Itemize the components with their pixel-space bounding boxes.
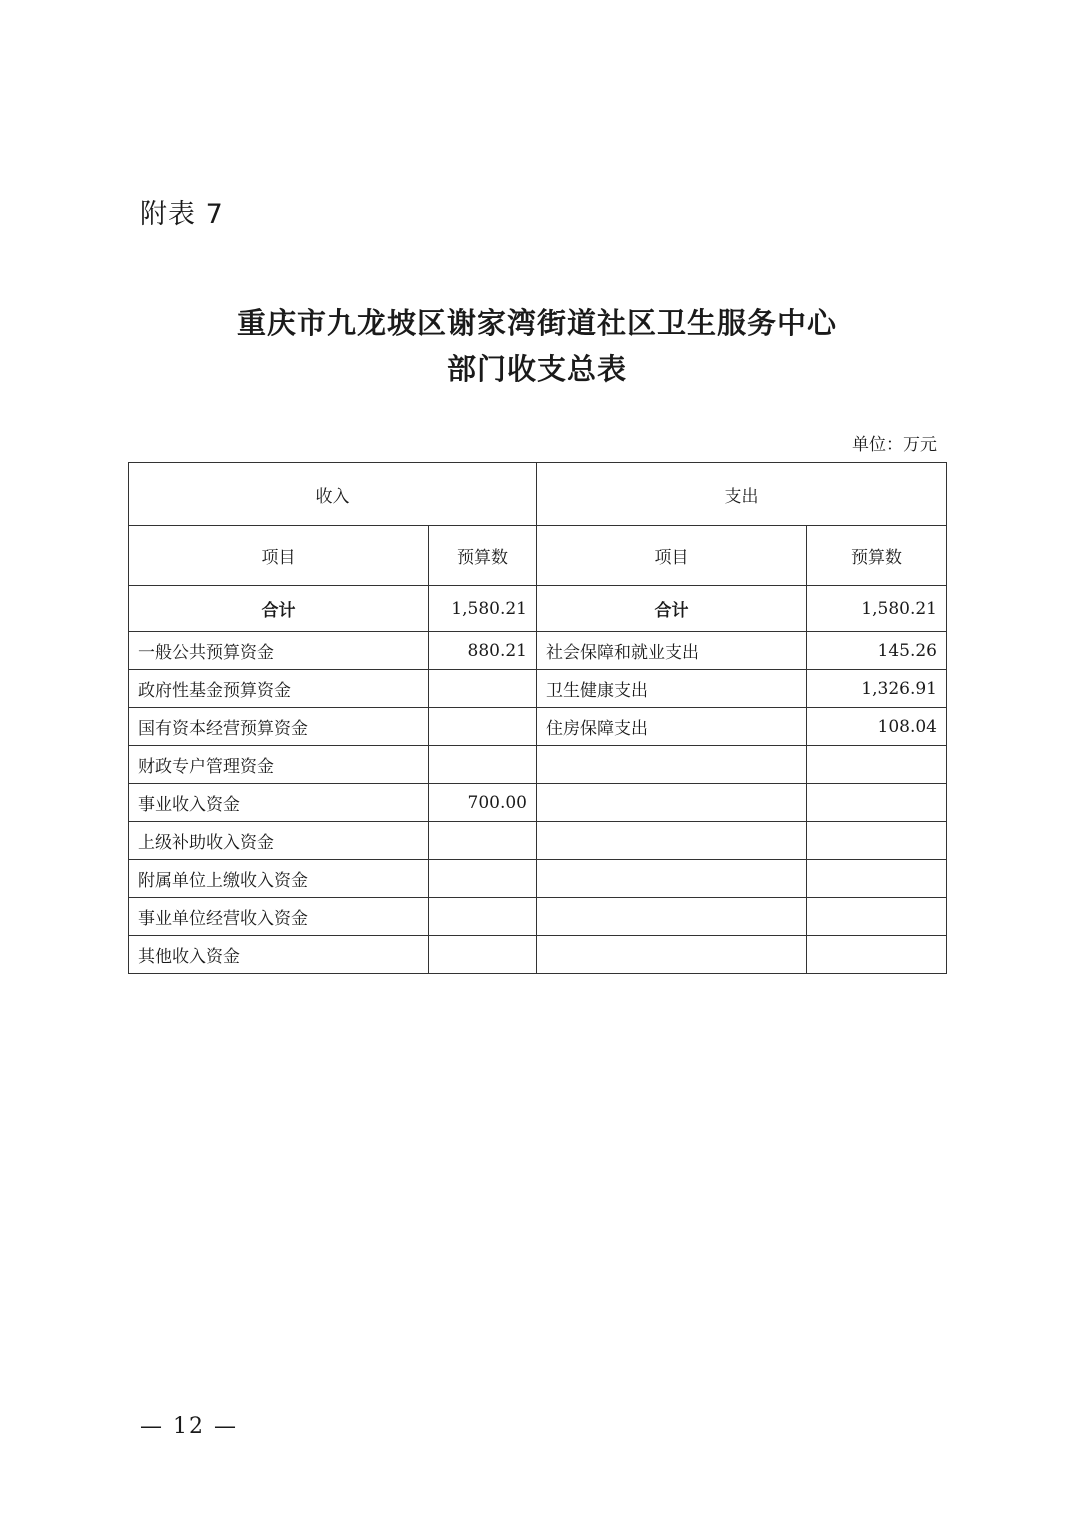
income-value-cell [429,746,537,784]
table-body [129,463,947,974]
expense-value-cell [807,936,947,974]
page-number: — 12 — [140,1414,238,1439]
table-row [129,708,947,746]
page-title: 重庆市九龙坡区谢家湾街道社区卫生服务中心 [236,306,837,340]
income-value-cell [429,860,537,898]
expense-total-label: 合计 [537,586,807,632]
group-header-row [129,463,947,526]
page-subtitle: 部门收支总表 [446,352,627,386]
expense-value-cell: 108.04 [807,708,947,746]
attachment-label: 附表 7 [140,199,224,230]
expense-total-value: 1,580.21 [807,586,947,632]
income-item-cell: 一般公共预算资金 [129,632,429,670]
expense-value-cell: 1,326.91 [807,670,947,708]
income-item-cell: 国有资本经营预算资金 [129,708,429,746]
column-header-row [129,526,947,586]
expense-value-cell: 145.26 [807,632,947,670]
expense-item-cell: 社会保障和就业支出 [537,632,807,670]
income-item-cell: 财政专户管理资金 [129,746,429,784]
income-item-header: 项目 [129,526,429,586]
income-value-cell [429,822,537,860]
table-row [129,936,947,974]
income-value-cell [429,898,537,936]
table-row [129,784,947,822]
income-total-value: 1,580.21 [429,586,537,632]
table-row [129,670,947,708]
expense-value-cell [807,860,947,898]
expense-item-cell [537,784,807,822]
expense-item-cell: 住房保障支出 [537,708,807,746]
income-value-cell [429,708,537,746]
expense-header: 支出 [537,463,947,526]
expense-item-cell: 卫生健康支出 [537,670,807,708]
table-row [129,860,947,898]
income-expense-table [128,462,947,974]
income-item-cell: 政府性基金预算资金 [129,670,429,708]
expense-value-cell [807,746,947,784]
table-row [129,898,947,936]
income-total-label: 合计 [129,586,429,632]
income-item-cell: 附属单位上缴收入资金 [129,860,429,898]
expense-item-cell [537,936,807,974]
total-row [129,586,947,632]
table-row [129,632,947,670]
income-item-cell: 其他收入资金 [129,936,429,974]
income-value-cell [429,936,537,974]
expense-item-cell [537,746,807,784]
expense-item-header: 项目 [537,526,807,586]
table-row [129,746,947,784]
income-item-cell: 上级补助收入资金 [129,822,429,860]
income-value-cell: 880.21 [429,632,537,670]
income-item-cell: 事业单位经营收入资金 [129,898,429,936]
income-item-cell: 事业收入资金 [129,784,429,822]
income-header: 收入 [129,463,537,526]
income-value-cell: 700.00 [429,784,537,822]
expense-value-cell [807,898,947,936]
income-budget-header: 预算数 [429,526,537,586]
expense-value-cell [807,784,947,822]
expense-item-cell [537,822,807,860]
unit-note: 单位：万元 [852,435,937,455]
expense-value-cell [807,822,947,860]
table-row [129,822,947,860]
income-value-cell [429,670,537,708]
expense-item-cell [537,860,807,898]
expense-item-cell [537,898,807,936]
expense-budget-header: 预算数 [807,526,947,586]
